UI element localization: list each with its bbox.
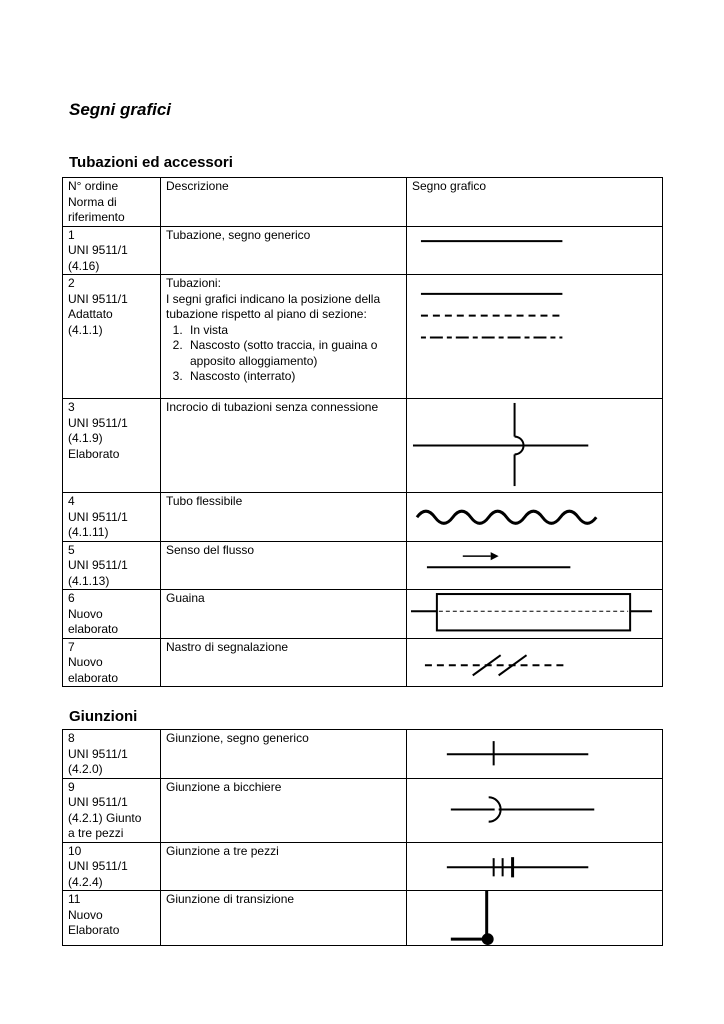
table-header-row [63,178,663,227]
ref-line: (4.1.9) [68,431,103,445]
ref-line: (4.16) [68,258,100,273]
desc-cell: Incrocio di tubazioni senza connessione [161,399,407,493]
ref-line: 1 [68,227,75,242]
ref-line: 11 [68,892,81,906]
desc-cell: Giunzione a tre pezzi [161,842,407,891]
symbol-cell [407,226,663,275]
ref-line: UNI 9511/1 [68,291,128,306]
ref-line: UNI 9511/1 [68,795,128,809]
ref-line: 8 [68,731,75,745]
ref-line: UNI 9511/1 [68,243,128,257]
desc-cell: Nastro di segnalazione [161,638,407,687]
ref-line: Adattato [68,307,113,321]
ref-line: Nuovo [68,655,103,669]
ref-line: 10 [68,843,82,858]
ref-cell [63,226,161,275]
header-desc: Descrizione [161,178,407,227]
generic-joint-symbol [407,730,662,778]
desc-text: I segni grafici indicano la posizione della tubazione rispetto al piano di sezione: [166,291,381,321]
warning-tape-symbol [407,639,662,687]
list-item: 3. Nascosto (interrato) [186,369,401,385]
list-item: 1. In vista [186,323,401,339]
ref-cell [63,842,161,891]
header-symbol: Segno grafico [407,178,663,227]
page-title: Segni grafici [69,100,172,119]
desc-cell: Giunzione di transizione [161,891,407,946]
desc-cell: Senso del flusso [161,541,407,590]
ref-cell [63,638,161,687]
ref-line: Nuovo [68,606,103,621]
three-piece-joint-symbol [407,843,662,891]
table-row [63,730,663,779]
flexible-pipe-symbol [407,493,662,541]
ref-cell [63,730,161,779]
ref-line: 4 [68,494,75,508]
header-ref-line: Norma di [68,194,117,209]
ref-line: 6 [68,591,75,605]
header-ref-line: riferimento [68,210,125,224]
pipe-crossing-symbol [407,399,662,492]
ref-cell [63,590,161,639]
list-item: 2. Nascosto (sotto traccia, in guaina o apposito alloggiamento) [186,338,401,369]
ref-line: 7 [68,639,75,654]
ref-cell [63,493,161,542]
symbol-cell [407,730,663,779]
ref-cell [63,275,161,399]
symbol-cell [407,541,663,590]
ref-line: a tre pezzi [68,826,124,840]
giunzioni-table [62,729,663,946]
section-title-giunzioni: Giunzioni [69,708,138,725]
symbol-cell [407,891,663,946]
symbol-cell [407,399,663,493]
ref-cell [63,541,161,590]
table-row [63,541,663,590]
table-row [63,891,663,946]
ref-line: Nuovo [68,907,103,922]
tubazioni-table [62,177,663,687]
ref-line: (4.2.1) Giunto [68,810,142,825]
ref-line: UNI 9511/1 [68,415,128,430]
symbol-cell [407,638,663,687]
ref-line: 3 [68,400,75,414]
symbol-cell [407,842,663,891]
table-row [63,778,663,842]
ref-line: Elaborato [68,446,120,461]
ref-line: UNI 9511/1 [68,558,128,572]
flow-direction-symbol [407,542,662,590]
ref-line: Elaborato [68,923,120,937]
ref-line: elaborato [68,622,119,636]
ref-cell [63,891,161,946]
pipe-generic-symbol [407,227,662,275]
table-row [63,493,663,542]
desc-cell: Giunzione, segno generico [161,730,407,779]
ref-line: (4.1.11) [68,525,109,539]
table-row [63,842,663,891]
ref-cell [63,399,161,493]
ref-line: elaborato [68,670,119,685]
ref-line: 5 [68,542,75,557]
transition-joint-symbol [407,891,662,945]
table-row [63,226,663,275]
socket-joint-symbol [407,779,662,842]
symbol-cell [407,590,663,639]
ref-line: (4.1.1) [68,322,103,337]
table-row [63,638,663,687]
sleeve-symbol [407,590,662,638]
desc-cell: Guaina [161,590,407,639]
desc-cell: Tubo flessibile [161,493,407,542]
desc-cell [161,275,407,399]
ref-line: 2 [68,276,75,290]
table-row [63,590,663,639]
table-row [63,275,663,399]
header-ref-line: N° ordine [68,179,119,193]
ref-line: (4.2.4) [68,874,103,889]
desc-list [166,323,401,385]
ref-cell [63,778,161,842]
desc-cell: Tubazione, segno generico [161,226,407,275]
desc-cell: Giunzione a bicchiere [161,778,407,842]
section-title-tubazioni: Tubazioni ed accessori [69,154,233,171]
symbol-cell [407,778,663,842]
ref-line: UNI 9511/1 [68,859,128,873]
ref-line: UNI 9511/1 [68,746,128,761]
ref-line: (4.1.13) [68,573,110,588]
table-row [63,399,663,493]
ref-line: UNI 9511/1 [68,509,128,524]
symbol-cell [407,275,663,399]
ref-line: 9 [68,779,75,794]
ref-line: (4.2.0) [68,762,103,776]
desc-heading: Tubazioni: [166,276,221,290]
pipe-position-symbols [407,275,662,398]
header-ref [63,178,161,227]
symbol-cell [407,493,663,542]
